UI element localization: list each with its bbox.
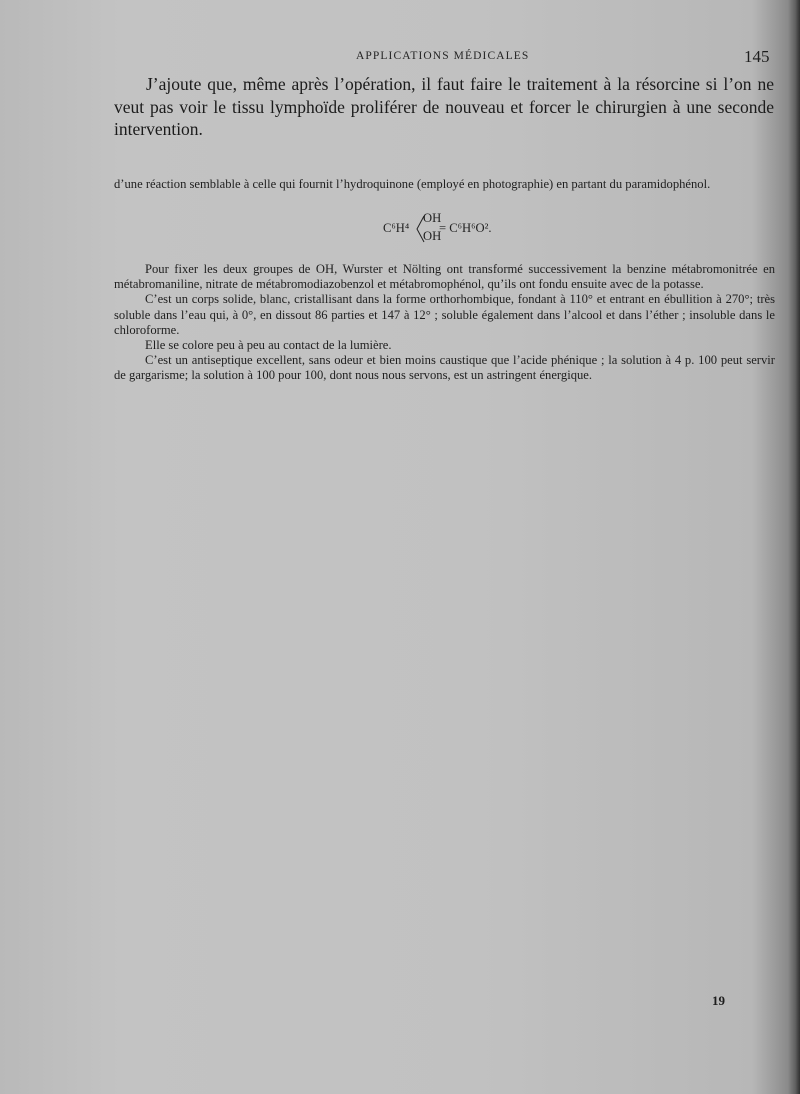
formula-stack (415, 211, 442, 247)
paragraph-2: C’est un corps solide, blanc, cristallisant dans la forme orthorhombique, fondant à 110° et entrant en ébullition à 270°; très soluble dans l’eau qui, à 0°, en dissout 86 parties et 147 à 12° ; soluble également dans l’alcool et dans l’éther ; insoluble dans le chloroforme. (114, 292, 775, 337)
formula-top: OH (423, 211, 442, 225)
running-header (0, 47, 800, 70)
paragraph-3: Elle se colore peu à peu au contact de la lumière. (145, 338, 392, 353)
paragraph-4: C’est un antiseptique excellent, sans odeur et bien moins caustique que l’acide phénique ; la solution à 4 p. 100 peut servir de gargarisme; la solution à 100 pour 100, dont nous nous servons, est un astringent énergique. (114, 353, 775, 383)
running-title: APPLICATIONS MÉDICALES (356, 50, 530, 62)
signature-mark: 19 (712, 993, 725, 1008)
body-text (114, 262, 775, 384)
formula-bottom: OH (423, 229, 442, 243)
formula-left: C⁶H⁴ (383, 221, 410, 235)
chemical-formula (383, 213, 543, 247)
page-edge-shadow (788, 0, 800, 1094)
paragraph-1: Pour fixer les deux groupes de OH, Wurster et Nölting ont transformé successivement la benzine métabromonitrée en métabromaniline, nitrate de métabromodiazobenzol et métabromophénol, qu’ils ont fondu ensuite avec de la potasse. (114, 262, 775, 292)
page-number: 145 (744, 47, 770, 66)
paragraph-intro: d’une réaction semblable à celle qui fournit l’hydroquinone (employé en photographie) en partant du paramidophénol. (114, 177, 711, 191)
paragraph-large: J’ajoute que, même après l’opération, il faut faire le traitement à la résorcine si l’on ne veut pas voir le tissu lymphoïde proliférer de nouveau et forcer le chirurgien à une seconde intervention. (114, 74, 774, 139)
formula-right: = C⁶H⁶O². (439, 221, 492, 235)
